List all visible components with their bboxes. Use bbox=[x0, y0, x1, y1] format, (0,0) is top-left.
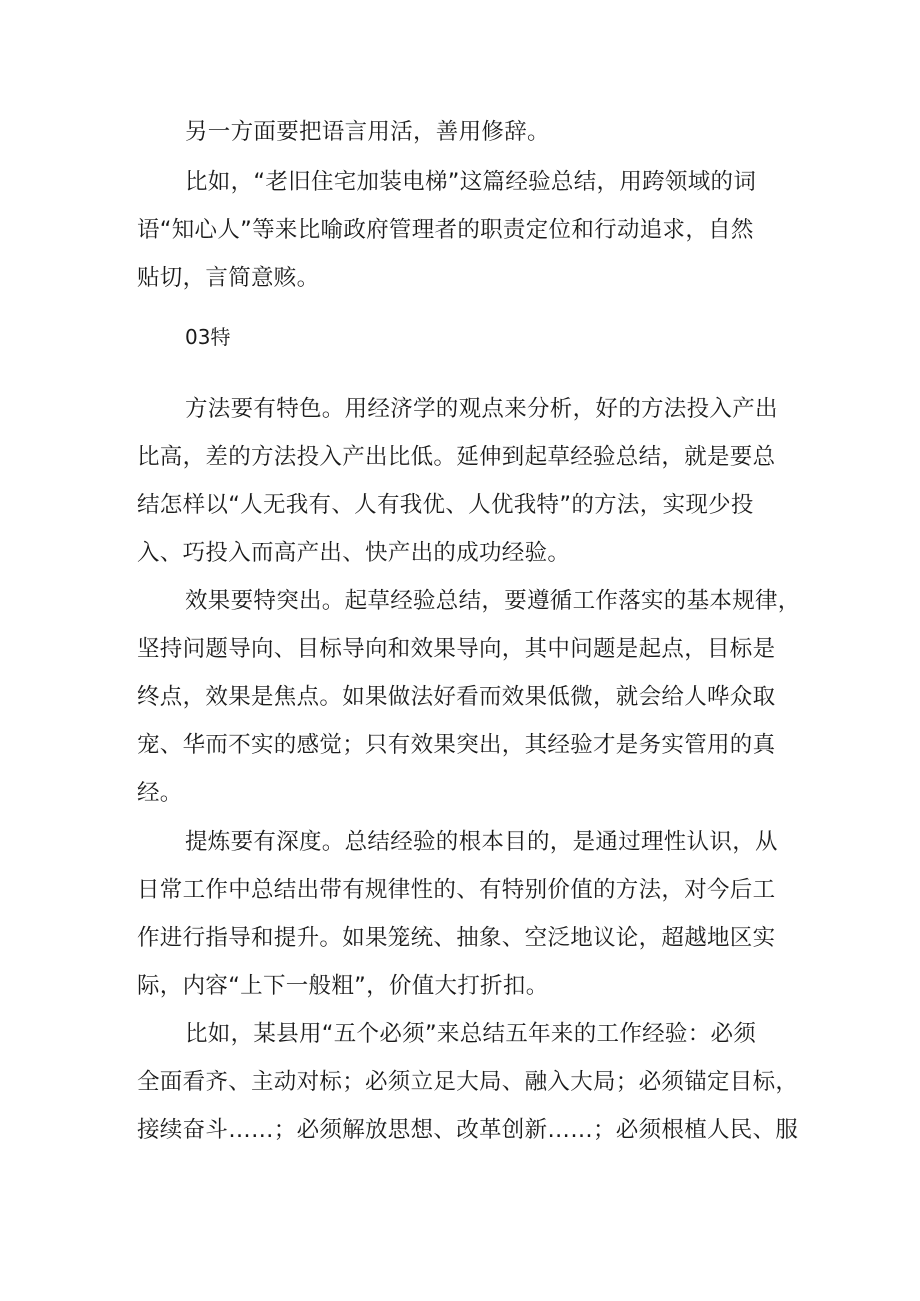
paragraph-line: 另一方面要把语言用活，善用修辞。 bbox=[185, 119, 550, 145]
paragraph-line: 作进行指导和提升。如果笼统、抽象、空泛地议论，超越地区实 bbox=[137, 925, 776, 951]
paragraph-line: 方法要有特色。用经济学的观点来分析，好的方法投入产出 bbox=[185, 396, 778, 422]
paragraph-line: 语“知心人”等来比喻政府管理者的职责定位和行动追求，自然 bbox=[137, 217, 754, 243]
section-heading: 03特 bbox=[185, 325, 231, 349]
paragraph-line: 日常工作中总结出带有规律性的、有特别价值的方法，对今后工 bbox=[137, 877, 776, 903]
paragraph-line: 全面看齐、主动对标；必须立足大局、融入大局；必须锚定目标， bbox=[137, 1069, 799, 1095]
paragraph-line: 宠、华而不实的感觉；只有效果突出，其经验才是务实管用的真 bbox=[137, 732, 776, 758]
paragraph-line: 际，内容“上下一般粗”，价值大打折扣。 bbox=[137, 973, 549, 999]
paragraph-line: 效果要特突出。起草经验总结，要遵循工作落实的基本规律， bbox=[185, 588, 801, 614]
paragraph-line: 提炼要有深度。总结经验的根本目的，是通过理性认识，从 bbox=[185, 829, 778, 855]
paragraph-line: 接续奋斗……；必须解放思想、改革创新……；必须根植人民、服 bbox=[137, 1117, 799, 1143]
paragraph-line: 比如，某县用“五个必须”来总结五年来的工作经验：必须 bbox=[185, 1021, 757, 1047]
paragraph-line: 入、巧投入而高产出、快产出的成功经验。 bbox=[137, 540, 571, 566]
paragraph-line: 比高，差的方法投入产出比低。延伸到起草经验总结，就是要总 bbox=[137, 444, 776, 470]
paragraph-line: 结怎样以“人无我有、人有我优、人优我特”的方法，实现少投 bbox=[137, 492, 754, 518]
paragraph-line: 终点，效果是焦点。如果做法好看而效果低微，就会给人哗众取 bbox=[137, 684, 776, 710]
paragraph-line: 坚持问题导向、目标导向和效果导向，其中问题是起点，目标是 bbox=[137, 636, 776, 662]
paragraph-line: 贴切，言简意赅。 bbox=[137, 265, 320, 291]
paragraph-line: 经。 bbox=[137, 780, 183, 806]
paragraph-line: 比如，“老旧住宅加装电梯”这篇经验总结，用跨领域的词 bbox=[185, 169, 757, 195]
